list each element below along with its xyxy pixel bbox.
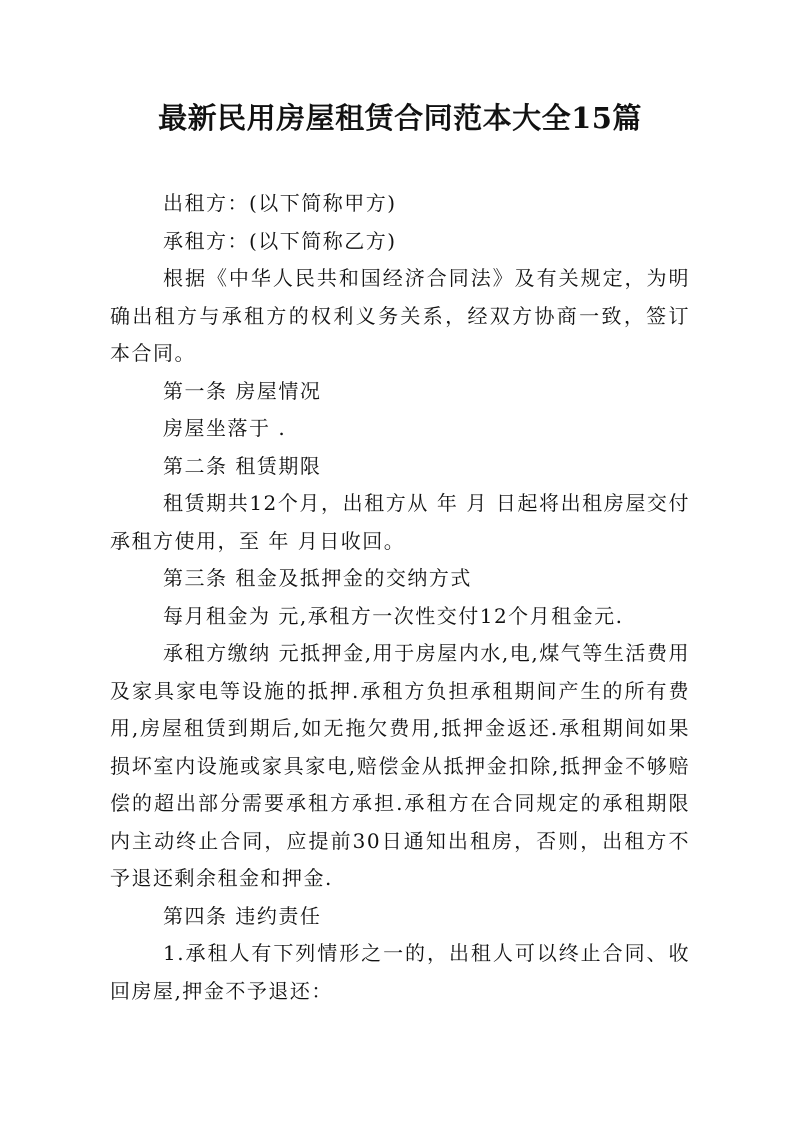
lessee-line: 承租方：(以下简称乙方) xyxy=(163,228,397,253)
monthly-rent-paragraph: 每月租金为 元,承租方一次性交付12个月租金元. xyxy=(163,603,624,628)
breach-clause-1: 1.承租人有下列情形之一的，出租人可以终止合同、收回房屋,押金不予退还： xyxy=(110,941,690,1003)
preamble-paragraph: 根据《中华人民共和国经济合同法》及有关规定，为明确出租方与承租方的权利义务关系，经双方协商一致，签订本合同。 xyxy=(110,266,690,365)
property-location: 房屋坐落于 . xyxy=(163,416,287,440)
article-4-heading: 第四条 违约责任 xyxy=(163,903,322,928)
article-3-heading: 第三条 租金及抵押金的交纳方式 xyxy=(163,566,472,590)
lease-term-paragraph: 租赁期共12个月，出租方从 年 月 日起将出租房屋交付承租方使用，至 年 月日收回。 xyxy=(110,491,690,553)
document-body xyxy=(110,185,690,1010)
document-title: 最新民用房屋租赁合同范本大全15篇 xyxy=(158,101,642,135)
lessor-line: 出租方：(以下简称甲方) xyxy=(163,191,397,215)
deposit-paragraph: 承租方缴纳 元抵押金,用于房屋内水,电,煤气等生活费用及家具家电等设施的抵押.承租方负担承租期间产生的所有费用,房屋租赁到期后,如无拖欠费用,抵押金返还.承租期间如果损坏室内设施或家具家电,赔偿金从抵押金扣除,抵押金不够赔偿的超出部分需要承租方承担.承租方在合同规定的承租期限内主动终止合同，应提前30日通知出租房，否则，出租方不予退还剩余租金和押金. xyxy=(110,641,690,890)
article-2-heading: 第二条 租赁期限 xyxy=(163,453,322,478)
article-1-heading: 第一条 房屋情况 xyxy=(163,378,322,403)
